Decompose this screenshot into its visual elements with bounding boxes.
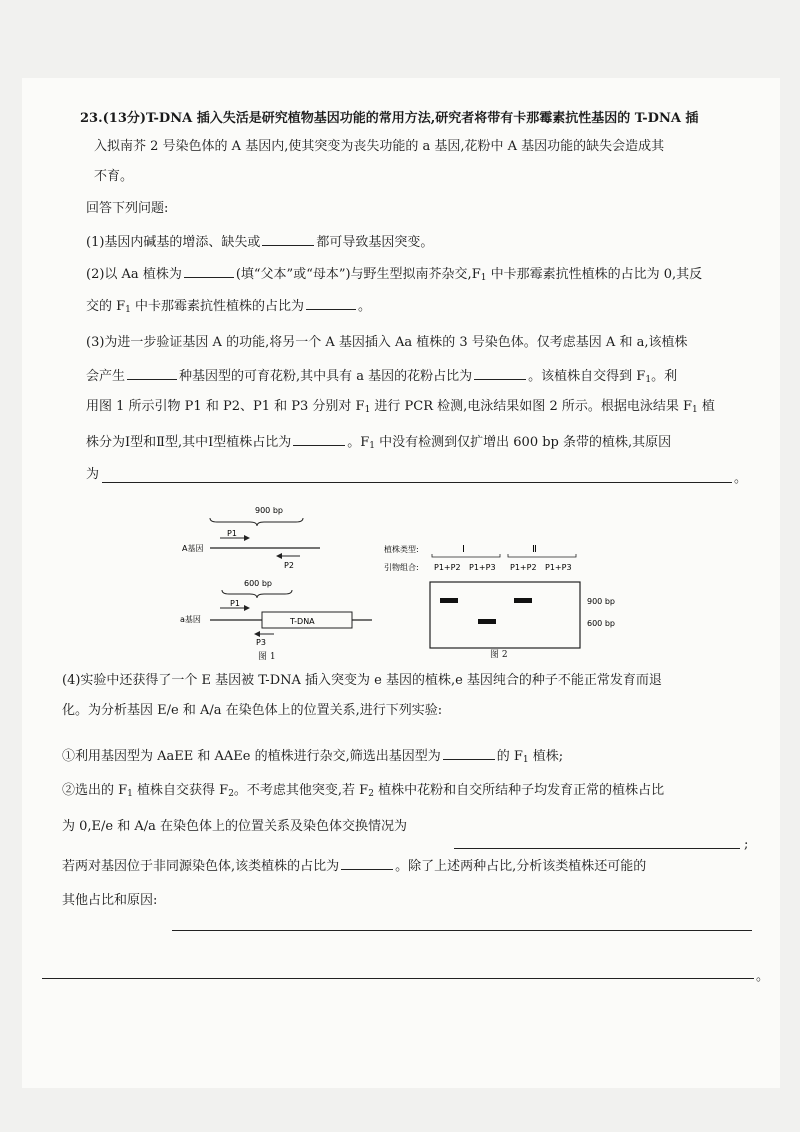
subscript: 1 xyxy=(522,755,529,765)
part-4-answer-line-1[interactable] xyxy=(172,930,752,931)
part-2-text-c: 中卡那霉素抗性植株的占比为 0,其反 xyxy=(486,267,703,282)
subscript: 1 xyxy=(645,375,652,385)
fig1-tdna-label: T-DNA xyxy=(290,617,315,626)
part-4-text-l: 若两对基因位于非同源染色体,该类植株的占比为 xyxy=(62,859,340,874)
subscript: 1 xyxy=(480,273,487,283)
fig1-geneA-label: A基因 xyxy=(182,544,204,553)
fig1-900bp-label: 900 bp xyxy=(255,506,283,515)
part-1-text-b: 都可导致基因突变。 xyxy=(316,235,434,250)
part-4-text-g: 植株自交获得 F xyxy=(132,783,229,798)
figure-1-caption: 图 1 xyxy=(258,652,276,662)
part-3-blank-ratio[interactable] xyxy=(474,366,526,380)
subscript: 1 xyxy=(364,405,371,415)
subscript: 1 xyxy=(369,441,376,451)
part-4-relation-line[interactable] xyxy=(454,848,740,849)
part-1-text-a: (1)基因内碱基的增添、缺失或 xyxy=(86,235,261,250)
part-4-line7: 其他占比和原因: xyxy=(62,893,158,908)
part-3-text-b: 会产生 xyxy=(86,369,126,384)
subscript: 2 xyxy=(368,789,374,799)
fig2-band-lane2-600bp xyxy=(478,619,496,624)
question-23-line3: 不育。 xyxy=(94,169,134,184)
fig1-p1-arrowhead xyxy=(244,535,250,541)
figure-2-caption: 图 2 xyxy=(490,650,508,660)
fig1-p3-arrowhead xyxy=(254,631,260,637)
fig1-p3-label: P3 xyxy=(256,638,266,647)
part-2-text-b: (填“父本”或“母本”)与野生型拟南芥杂交,F xyxy=(235,267,481,282)
part-3-blank-genotypes[interactable] xyxy=(127,366,177,380)
fig2-gel-box xyxy=(430,582,580,648)
part-4-text-c: ①利用基因型为 AaEE 和 AAEe 的植株进行杂交,筛选出基因型为 xyxy=(62,749,441,764)
fig1-900bp-brace xyxy=(210,518,303,526)
part-4-line5: 为 0,E/e 和 A/a 在染色体上的位置关系及染色体交换情况为 xyxy=(62,819,408,834)
fig1-600bp-brace xyxy=(222,590,292,598)
part-4-line1: (4)实验中还获得了一个 E 基因被 T-DNA 插入突变为 e 基因的植株,e 基因纯合的种子不能正常发育而退 xyxy=(62,673,662,688)
part-2-line2 xyxy=(86,296,371,319)
part-4-line3 xyxy=(62,746,563,769)
fig2-lane-2: P1+P3 xyxy=(469,563,496,572)
fig1-p2-arrowhead xyxy=(276,553,282,559)
part-4-line2: 化。为分析基因 E/e 和 A/a 在染色体上的位置关系,进行下列实验: xyxy=(62,703,443,718)
semicolon: ; xyxy=(744,837,749,852)
part-3-blank-type1[interactable] xyxy=(293,432,345,446)
fig1-600bp-label: 600 bp xyxy=(244,579,272,588)
part-1-blank[interactable] xyxy=(262,232,314,246)
part-2-text-a: (2)以 Aa 植株为 xyxy=(86,267,182,282)
part-4-text-h: 。不考虑其他突变,若 F xyxy=(233,783,369,798)
question-23-lead: 23.(13分)T-DNA 插入失活是研究植物基因功能的常用方法,研究者将带有卡那霉素抗性基因的 T-DNA 插 xyxy=(80,111,699,126)
part-2-text-f: 。 xyxy=(358,299,372,314)
part-4-text-d: 的 F xyxy=(496,749,523,764)
part-3-text-d: 。该植株自交得到 F xyxy=(528,369,646,384)
fig2-plant-type-label: 植株类型: xyxy=(384,545,419,554)
fig2-type2-bracket xyxy=(508,554,576,557)
part-2-text-e: 中卡那霉素抗性植株的占比为 xyxy=(130,299,305,314)
part-3-text-c: 种基因型的可育花粉,其中具有 a 基因的花粉占比为 xyxy=(179,369,473,384)
fig2-type1-bracket xyxy=(432,554,500,557)
answer-prompt: 回答下列问题: xyxy=(86,201,169,216)
part-4-text-i: 植株中花粉和自交所结种子均发育正常的植株占比 xyxy=(373,783,665,798)
part-2-line1 xyxy=(86,264,702,287)
part-3-reason-line[interactable] xyxy=(102,482,732,483)
part-4-text-m: 。除了上述两种占比,分析该类植株还可能的 xyxy=(395,859,647,874)
fig2-lane-3: P1+P2 xyxy=(510,563,537,572)
part-3-line4 xyxy=(86,432,671,455)
exam-page xyxy=(22,78,780,1088)
part-3-text-g: 进行 PCR 检测,电泳结果如图 2 所示。根据电泳结果 F xyxy=(370,399,692,414)
period: 。 xyxy=(734,471,748,486)
fig2-600bp-label: 600 bp xyxy=(587,619,615,628)
part-3-text-e: 。利 xyxy=(651,369,678,384)
fig1-p1b-label: P1 xyxy=(230,599,240,608)
part-2-blank-parent[interactable] xyxy=(184,264,234,278)
part-3-line5: 为 xyxy=(86,467,100,482)
part-3-text-k: 中没有检测到仅扩增出 600 bp 条带的植株,其原因 xyxy=(375,435,672,450)
figure-1 xyxy=(172,498,372,658)
final-period: 。 xyxy=(756,969,770,984)
part-2-text-d: 交的 F xyxy=(86,299,126,314)
part-3-text-f: 用图 1 所示引物 P1 和 P2、P1 和 P3 分别对 F xyxy=(86,399,365,414)
part-3-text-j: 。F xyxy=(347,435,370,450)
fig2-lane-4: P1+P3 xyxy=(545,563,572,572)
fig2-band-lane1-900bp xyxy=(440,598,458,603)
figure-2 xyxy=(382,538,632,658)
part-1 xyxy=(86,232,433,252)
part-4-line6 xyxy=(62,856,646,876)
part-4-blank-ratio[interactable] xyxy=(341,856,393,870)
fig1-p1-label: P1 xyxy=(227,529,237,538)
fig2-type1-label: Ⅰ xyxy=(462,544,465,555)
part-4-text-f: ②选出的 F xyxy=(62,783,128,798)
fig2-900bp-label: 900 bp xyxy=(587,597,615,606)
part-4-answer-line-2[interactable] xyxy=(42,978,754,979)
part-2-blank-ratio[interactable] xyxy=(306,296,356,310)
part-3-line3 xyxy=(86,398,715,419)
part-4-text-e: 植株; xyxy=(528,749,564,764)
fig1-p2-label: P2 xyxy=(284,561,294,570)
subscript: 2 xyxy=(228,789,234,799)
part-3-text-i: 株分为Ⅰ型和Ⅱ型,其中Ⅰ型植株占比为 xyxy=(86,435,292,450)
fig1-genea-label: a基因 xyxy=(180,615,201,624)
subscript: 1 xyxy=(127,789,133,799)
fig2-type2-label: Ⅱ xyxy=(532,544,537,555)
part-3-line1: (3)为进一步验证基因 A 的功能,将另一个 A 基因插入 Aa 植株的 3 号染色体。仅考虑基因 A 和 a,该植株 xyxy=(86,335,688,350)
part-3-text-h: 植 xyxy=(697,399,715,414)
part-4-line4 xyxy=(62,782,664,803)
fig2-primer-label: 引物组合: xyxy=(384,563,419,572)
subscript: 1 xyxy=(125,305,131,315)
question-23-line2: 入拟南芥 2 号染色体的 A 基因内,使其突变为丧失功能的 a 基因,花粉中 A 基因功能的缺失会造成其 xyxy=(94,139,665,154)
fig2-band-lane3-900bp xyxy=(514,598,532,603)
fig1-p1b-arrowhead xyxy=(244,605,250,611)
part-3-line2 xyxy=(86,366,677,389)
part-4-blank-genotype[interactable] xyxy=(443,746,495,760)
subscript: 1 xyxy=(692,405,698,415)
fig2-lane-1: P1+P2 xyxy=(434,563,461,572)
